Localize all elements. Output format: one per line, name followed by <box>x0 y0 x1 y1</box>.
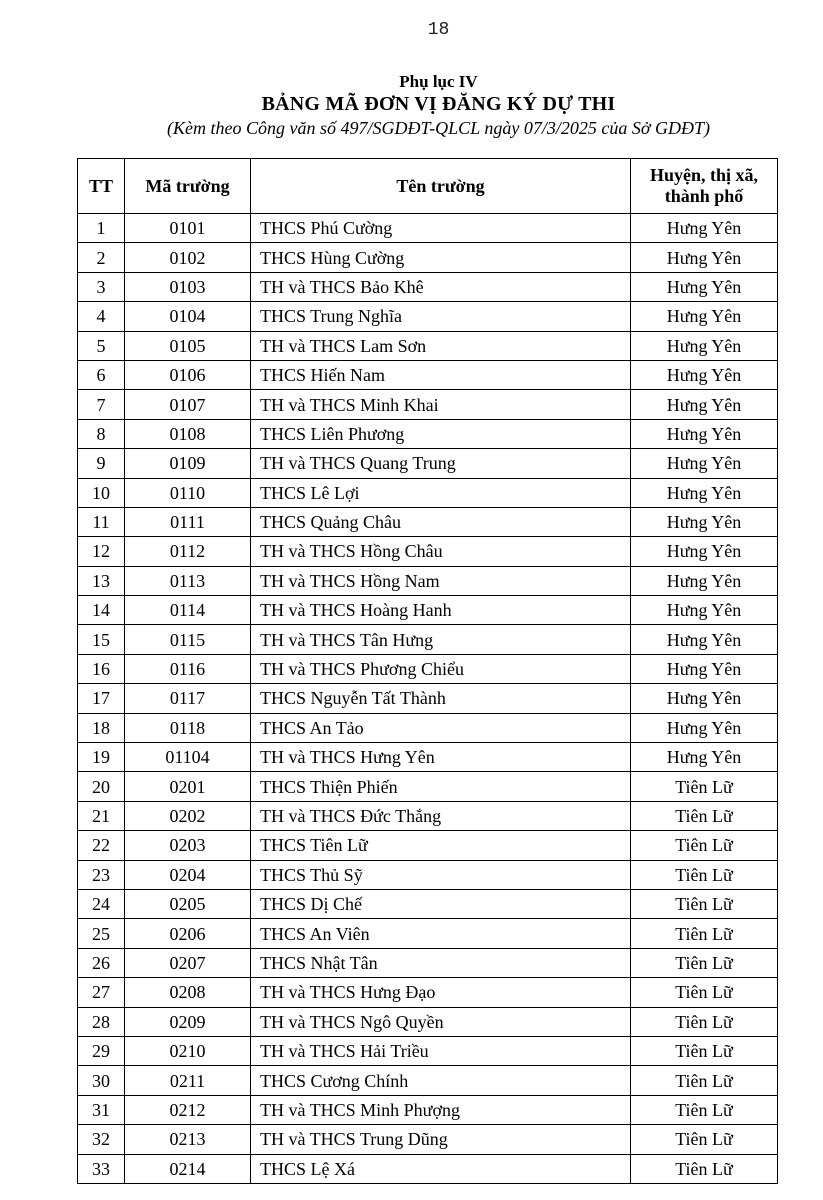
row-number: 33 <box>78 1154 125 1183</box>
row-number: 3 <box>78 272 125 301</box>
district-name: Hưng Yên <box>631 625 778 654</box>
row-number: 10 <box>78 478 125 507</box>
table-row <box>78 302 778 331</box>
school-code-table <box>77 158 778 1184</box>
school-name: THCS Dị Chế <box>251 889 631 918</box>
table-row <box>78 713 778 742</box>
row-number: 21 <box>78 801 125 830</box>
table-row <box>78 390 778 419</box>
row-number: 16 <box>78 654 125 683</box>
document-subtitle: (Kèm theo Công văn số 497/SGDĐT-QLCL ngày 07/3/2025 của Sở GDĐT) <box>167 118 710 138</box>
district-name: Hưng Yên <box>631 743 778 772</box>
district-name: Tiên Lữ <box>631 772 778 801</box>
table-row <box>78 831 778 860</box>
school-name: THCS Tiên Lữ <box>251 831 631 860</box>
table-row <box>78 948 778 977</box>
school-name: TH và THCS Hưng Đạo <box>251 978 631 1007</box>
table-row <box>78 537 778 566</box>
row-number: 17 <box>78 684 125 713</box>
row-number: 22 <box>78 831 125 860</box>
school-name: TH và THCS Minh Khai <box>251 390 631 419</box>
school-code: 0206 <box>125 919 251 948</box>
district-name: Hưng Yên <box>631 360 778 389</box>
school-name: THCS Nhật Tân <box>251 948 631 977</box>
district-name: Tiên Lữ <box>631 948 778 977</box>
district-name: Hưng Yên <box>631 684 778 713</box>
appendix-label: Phụ lục IV <box>399 72 478 91</box>
district-name: Hưng Yên <box>631 390 778 419</box>
header-district-line1: Huyện, thị xã, <box>649 165 759 185</box>
table-row <box>78 654 778 683</box>
school-code: 0108 <box>125 419 251 448</box>
school-name: TH và THCS Hưng Yên <box>251 743 631 772</box>
table-row <box>78 566 778 595</box>
district-name: Hưng Yên <box>631 302 778 331</box>
school-name: THCS Cương Chính <box>251 1066 631 1095</box>
district-name: Hưng Yên <box>631 537 778 566</box>
table-row <box>78 1036 778 1065</box>
district-name: Hưng Yên <box>631 243 778 272</box>
district-name: Hưng Yên <box>631 419 778 448</box>
district-name: Hưng Yên <box>631 713 778 742</box>
school-code: 0107 <box>125 390 251 419</box>
row-number: 14 <box>78 596 125 625</box>
district-name: Hưng Yên <box>631 331 778 360</box>
row-number: 28 <box>78 1007 125 1036</box>
school-code: 0112 <box>125 537 251 566</box>
school-code: 0103 <box>125 272 251 301</box>
row-number: 15 <box>78 625 125 654</box>
row-number: 27 <box>78 978 125 1007</box>
school-code: 0209 <box>125 1007 251 1036</box>
table-row <box>78 1066 778 1095</box>
school-code: 0118 <box>125 713 251 742</box>
district-name: Hưng Yên <box>631 214 778 243</box>
table-row <box>78 889 778 918</box>
school-name: TH và THCS Phương Chiểu <box>251 654 631 683</box>
row-number: 13 <box>78 566 125 595</box>
school-name: THCS Phú Cường <box>251 214 631 243</box>
row-number: 31 <box>78 1095 125 1124</box>
school-name: TH và THCS Hồng Nam <box>251 566 631 595</box>
school-code: 0111 <box>125 507 251 536</box>
school-code: 0110 <box>125 478 251 507</box>
school-code: 0101 <box>125 214 251 243</box>
district-name: Hưng Yên <box>631 654 778 683</box>
district-name: Tiên Lữ <box>631 1066 778 1095</box>
school-name: THCS Liên Phương <box>251 419 631 448</box>
school-code: 0207 <box>125 948 251 977</box>
school-name: TH và THCS Quang Trung <box>251 449 631 478</box>
district-name: Tiên Lữ <box>631 919 778 948</box>
district-name: Hưng Yên <box>631 478 778 507</box>
school-code: 0116 <box>125 654 251 683</box>
school-name: THCS Hiến Nam <box>251 360 631 389</box>
school-name: THCS An Viên <box>251 919 631 948</box>
table-row <box>78 684 778 713</box>
row-number: 23 <box>78 860 125 889</box>
row-number: 5 <box>78 331 125 360</box>
table-row <box>78 978 778 1007</box>
row-number: 24 <box>78 889 125 918</box>
school-code: 0208 <box>125 978 251 1007</box>
school-name: TH và THCS Đức Thắng <box>251 801 631 830</box>
district-name: Tiên Lữ <box>631 831 778 860</box>
row-number: 29 <box>78 1036 125 1065</box>
table-row <box>78 801 778 830</box>
school-code: 0201 <box>125 772 251 801</box>
school-code: 0214 <box>125 1154 251 1183</box>
row-number: 6 <box>78 360 125 389</box>
row-number: 26 <box>78 948 125 977</box>
table-row <box>78 331 778 360</box>
school-code: 0205 <box>125 889 251 918</box>
school-name: TH và THCS Lam Sơn <box>251 331 631 360</box>
district-name: Tiên Lữ <box>631 860 778 889</box>
school-name: TH và THCS Hoàng Hanh <box>251 596 631 625</box>
school-code: 0213 <box>125 1125 251 1154</box>
table-row <box>78 1125 778 1154</box>
row-number: 25 <box>78 919 125 948</box>
table-row <box>78 478 778 507</box>
school-name: THCS Lê Lợi <box>251 478 631 507</box>
table-row <box>78 360 778 389</box>
school-name: TH và THCS Bảo Khê <box>251 272 631 301</box>
school-name: TH và THCS Hải Triều <box>251 1036 631 1065</box>
school-name: THCS An Tảo <box>251 713 631 742</box>
school-code: 0117 <box>125 684 251 713</box>
district-name: Tiên Lữ <box>631 889 778 918</box>
page-number: 18 <box>427 20 450 40</box>
school-name: TH và THCS Ngô Quyền <box>251 1007 631 1036</box>
school-name: THCS Hùng Cường <box>251 243 631 272</box>
school-code: 0202 <box>125 801 251 830</box>
school-code: 0105 <box>125 331 251 360</box>
table-row <box>78 596 778 625</box>
school-name: THCS Quảng Châu <box>251 507 631 536</box>
table-row <box>78 772 778 801</box>
school-name: TH và THCS Trung Dũng <box>251 1125 631 1154</box>
district-name: Tiên Lữ <box>631 1095 778 1124</box>
district-name: Hưng Yên <box>631 507 778 536</box>
row-number: 18 <box>78 713 125 742</box>
table-row <box>78 214 778 243</box>
school-name: THCS Thiện Phiến <box>251 772 631 801</box>
school-name: THCS Thủ Sỹ <box>251 860 631 889</box>
row-number: 30 <box>78 1066 125 1095</box>
district-name: Tiên Lữ <box>631 1036 778 1065</box>
district-name: Hưng Yên <box>631 596 778 625</box>
school-name: THCS Nguyễn Tất Thành <box>251 684 631 713</box>
school-code: 0204 <box>125 860 251 889</box>
school-code: 0104 <box>125 302 251 331</box>
table-row <box>78 449 778 478</box>
table-row <box>78 1007 778 1036</box>
school-code: 0114 <box>125 596 251 625</box>
table-row <box>78 743 778 772</box>
row-number: 8 <box>78 419 125 448</box>
table-row <box>78 1154 778 1183</box>
school-code: 0211 <box>125 1066 251 1095</box>
school-code: 01104 <box>125 743 251 772</box>
row-number: 9 <box>78 449 125 478</box>
school-code: 0212 <box>125 1095 251 1124</box>
school-name: THCS Trung Nghĩa <box>251 302 631 331</box>
row-number: 11 <box>78 507 125 536</box>
table-row <box>78 419 778 448</box>
school-name: THCS Lệ Xá <box>251 1154 631 1183</box>
table-row <box>78 919 778 948</box>
school-name: TH và THCS Tân Hưng <box>251 625 631 654</box>
school-code: 0109 <box>125 449 251 478</box>
school-code: 0106 <box>125 360 251 389</box>
district-name: Tiên Lữ <box>631 1125 778 1154</box>
row-number: 2 <box>78 243 125 272</box>
district-name: Hưng Yên <box>631 449 778 478</box>
table-header-row <box>78 159 778 214</box>
table-row <box>78 272 778 301</box>
table-row <box>78 860 778 889</box>
school-name: TH và THCS Hồng Châu <box>251 537 631 566</box>
school-code: 0115 <box>125 625 251 654</box>
row-number: 4 <box>78 302 125 331</box>
row-number: 1 <box>78 214 125 243</box>
header-school-code: Mã trường <box>125 159 251 214</box>
school-code: 0203 <box>125 831 251 860</box>
table-row <box>78 243 778 272</box>
district-name: Tiên Lữ <box>631 978 778 1007</box>
row-number: 32 <box>78 1125 125 1154</box>
row-number: 19 <box>78 743 125 772</box>
district-name: Tiên Lữ <box>631 801 778 830</box>
header-school-name: Tên trường <box>251 159 631 214</box>
table-row <box>78 507 778 536</box>
school-code: 0113 <box>125 566 251 595</box>
row-number: 20 <box>78 772 125 801</box>
school-code: 0102 <box>125 243 251 272</box>
table-body <box>78 214 778 1184</box>
document-title: BẢNG MÃ ĐƠN VỊ ĐĂNG KÝ DỰ THI <box>261 93 616 115</box>
row-number: 7 <box>78 390 125 419</box>
table-row <box>78 1095 778 1124</box>
district-name: Tiên Lữ <box>631 1007 778 1036</box>
table-row <box>78 625 778 654</box>
header-district-line2: thành phố <box>664 186 744 206</box>
header-tt: TT <box>78 159 125 214</box>
header-district <box>631 159 778 214</box>
district-name: Hưng Yên <box>631 272 778 301</box>
school-code: 0210 <box>125 1036 251 1065</box>
district-name: Tiên Lữ <box>631 1154 778 1183</box>
district-name: Hưng Yên <box>631 566 778 595</box>
row-number: 12 <box>78 537 125 566</box>
school-name: TH và THCS Minh Phượng <box>251 1095 631 1124</box>
